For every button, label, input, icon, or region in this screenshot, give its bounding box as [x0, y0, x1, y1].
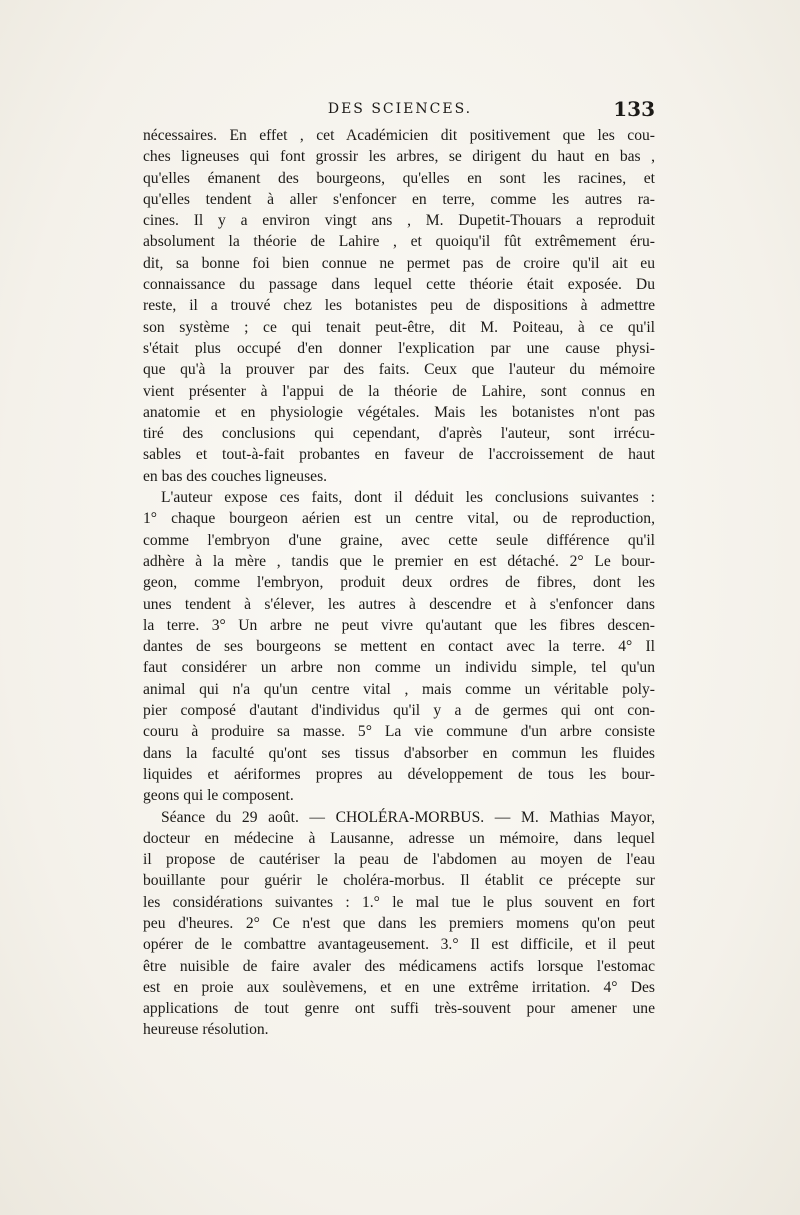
- text-line: bouillante pour guérir le choléra-morbus. Il établit ce précepte sur: [143, 872, 655, 890]
- body-text: [143, 125, 655, 1041]
- text-line: être nuisible de faire avaler des médicamens actifs lorsque l'estomac: [143, 957, 655, 975]
- text-line: anatomie et en physiologie végétales. Mais les botanistes n'ont pas: [143, 403, 655, 421]
- text-line: qu'elles émanent des bourgeons, qu'elles en sont les racines, et: [143, 169, 655, 187]
- text-line: heureuse résolution.: [143, 1021, 269, 1039]
- text-line: nécessaires. En effet , cet Académicien dit positivement que les cou-: [143, 127, 655, 144]
- text-line: opérer de le combattre avantageusement. 3.° Il est difficile, et il peut: [143, 936, 655, 954]
- text-line: tiré des conclusions qui cependant, d'après l'auteur, sont irrécu-: [143, 425, 655, 443]
- text-line: pier composé d'autant d'individus qu'il y a de germes qui ont con-: [143, 702, 655, 720]
- text-line: absolument la théorie de Lahire , et quoiqu'il fût extrêmement éru-: [143, 233, 655, 251]
- text-line: qu'elles tendent à aller s'enfoncer en terre, comme les autres ra-: [143, 190, 655, 208]
- text-line: Séance du 29 août. — CHOLÉRA-MORBUS. — M. Mathias Mayor,: [161, 808, 655, 826]
- text-line: son système ; ce qui tenait peut-être, dit M. Poiteau, à ce qu'il: [143, 318, 655, 336]
- text-line: ches ligneuses qui font grossir les arbres, se dirigent du haut en bas ,: [143, 148, 655, 166]
- text-line: en bas des couches ligneuses.: [143, 467, 328, 485]
- text-line: animal qui n'a qu'un centre vital , mais comme un véritable poly-: [143, 680, 655, 698]
- text-line: la terre. 3° Un arbre ne peut vivre qu'autant que les fibres descen-: [143, 616, 655, 634]
- text-line: couru à produire sa masse. 5° La vie commune d'un arbre consiste: [143, 723, 655, 741]
- page-header: [145, 97, 655, 123]
- text-line: unes tendent à s'élever, les autres à descendre et à s'enfoncer dans: [143, 595, 655, 613]
- text-line: vient présenter à l'appui de la théorie de Lahire, sont connus en: [143, 382, 655, 400]
- text-line: connaissance du passage dans lequel cette théorie était exposée. Du: [143, 276, 655, 294]
- text-line: adhère à la mère , tandis que le premier en est détaché. 2° Le bour-: [143, 552, 655, 570]
- text-line: dantes de ses bourgeons se mettent en contact avec la terre. 4° Il: [143, 638, 655, 656]
- text-line: peu d'heures. 2° Ce n'est que dans les premiers momens qu'on peut: [143, 914, 655, 932]
- text-line: geons qui le composent.: [143, 787, 294, 805]
- text-line: 1° chaque bourgeon aérien est un centre vital, ou de reproduction,: [143, 510, 655, 528]
- text-line: liquides et aériformes propres au développement de tous les bour-: [143, 765, 655, 783]
- text-line: sables et tout-à-fait probantes en faveur de l'accroissement de haut: [143, 446, 655, 464]
- text-line: dit, sa bonne foi bien connue ne permet pas de croire qu'il ait eu: [143, 254, 655, 272]
- text-line: reste, il a trouvé chez les botanistes peu de dispositions à admettre: [143, 297, 655, 315]
- page-number: 133: [613, 97, 655, 121]
- text-line: docteur en médecine à Lausanne, adresse un mémoire, dans lequel: [143, 829, 655, 847]
- text-line: applications de tout genre ont suffi très-souvent pour amener une: [143, 1000, 655, 1018]
- text-line: geon, comme l'embryon, produit deux ordres de fibres, dont les: [143, 574, 655, 592]
- text-line: faut considérer un arbre non comme un individu simple, tel qu'un: [143, 659, 655, 677]
- text-line: il propose de cautériser la peau de l'abdomen au moyen de l'eau: [143, 851, 655, 869]
- running-title: DES SCIENCES.: [327, 101, 473, 117]
- text-line: est en proie aux soulèvemens, et en une extrême irritation. 4° Des: [143, 978, 655, 996]
- text-line: cines. Il y a environ vingt ans , M. Dupetit-Thouars a reproduit: [143, 212, 655, 230]
- text-line: que qu'à la prouver par des faits. Ceux que l'auteur du mémoire: [143, 361, 655, 379]
- text-line: comme l'embryon d'une graine, avec cette seule différence qu'il: [143, 531, 655, 549]
- text-line: s'était plus occupé d'en donner l'explication par une cause physi-: [143, 339, 655, 357]
- text-line: les considérations suivantes : 1.° le mal tue le plus souvent en fort: [143, 893, 655, 911]
- text-line: dans la faculté qu'ont ses tissus d'absorber en commun les fluides: [143, 744, 655, 762]
- text-line: L'auteur expose ces faits, dont il déduit les conclusions suivantes :: [161, 489, 655, 507]
